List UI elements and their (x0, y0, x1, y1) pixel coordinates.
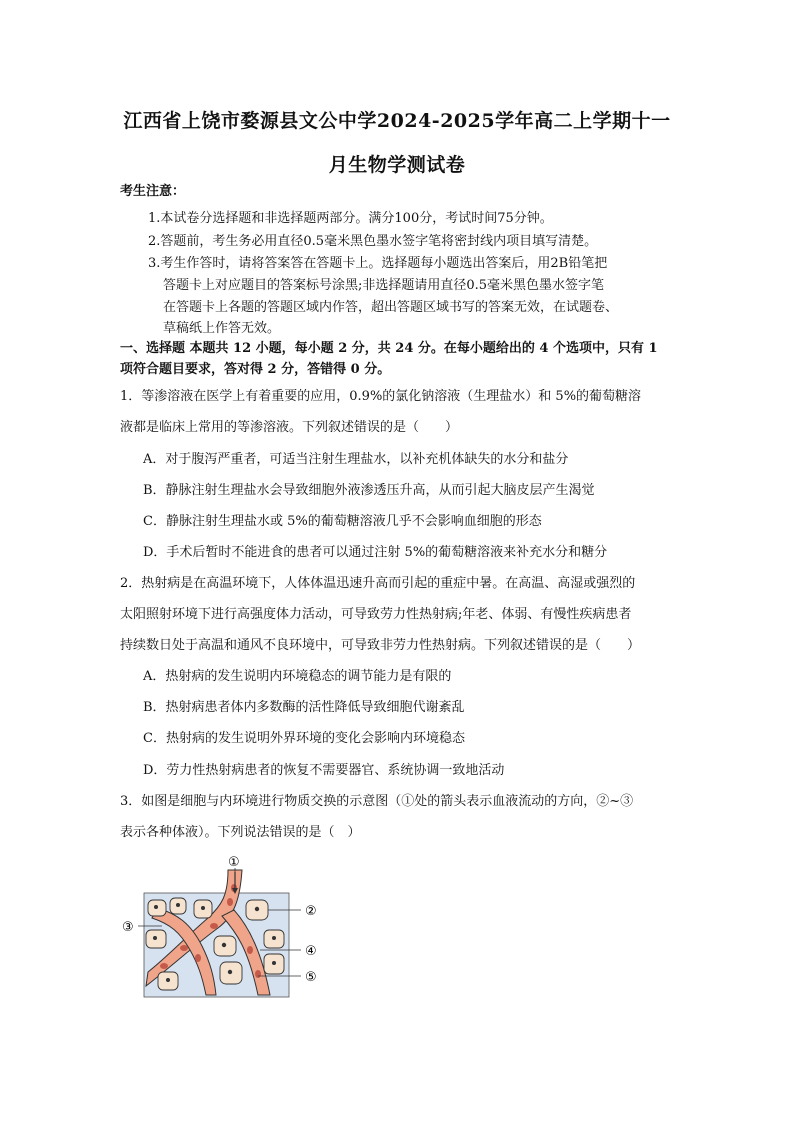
q2-option-d: D．劳力性热射病患者的恢复不需要器官、系统协调一致地活动 (143, 763, 505, 778)
exam-title-line-1: 江西省上饶市婺源县文公中学2024-2025学年高二上学期十一 (123, 110, 671, 132)
q1-option-c: C．静脉注射生理盐水或 5%的葡萄糖溶液几乎不会影响血细胞的形态 (143, 514, 542, 529)
q2-stem-2: 太阳照射环境下进行高强度体力活动，可导致劳力性热射病;年老、体弱、有慢性疾病患者 (120, 607, 632, 622)
notice-item-3-cont-3: 草稿纸上作答无效。 (163, 321, 281, 336)
cell-exchange-diagram (118, 850, 338, 1000)
notice-item-3-cont-1: 答题卡上对应题目的答案标号涂黑;非选择题请用直径0.5毫米黑色墨水签字笔 (163, 278, 605, 293)
q2-option-b: B．热射病患者体内多数酶的活性降低导致细胞代谢紊乱 (143, 700, 465, 715)
figure-label-3: ③ (122, 920, 134, 935)
q2-stem-3: 持续数日处于高温和通风不良环境中，可导致非劳力性热射病。下列叙述错误的是（ ） (120, 638, 641, 653)
q2-stem-1: 2．热射病是在高温环境下，人体体温迅速升高而引起的重症中暑。在高温、高湿或强烈的 (120, 576, 636, 591)
notice-item-3-cont-2: 在答题卡上各题的答题区域内作答，超出答题区域书写的答案无效，在试题卷、 (163, 300, 619, 315)
q3-stem-2: 表示各种体液）。下列说法错误的是（ ） (120, 825, 361, 840)
blood-cell (160, 963, 168, 969)
figure-label-5: ⑤ (305, 970, 317, 985)
exam-title-line-2: 月生物学测试卷 (328, 154, 466, 176)
blood-cell (180, 945, 188, 951)
figure-label-2: ② (305, 904, 317, 919)
section-heading-line-1: 一、选择题 本题共 12 小题，每小题 2 分，共 24 分。在每小题给出的 4 个选项中，只有 1 (120, 341, 658, 356)
blood-cell (195, 954, 201, 962)
blood-cell (255, 970, 261, 978)
blood-cell (210, 923, 218, 929)
notice-item-2: 2.答题前，考生务必用直径0.5毫米黑色墨水签字笔将密封线内项目填写清楚。 (148, 234, 598, 249)
q3-stem-1: 3．如图是细胞与内环境进行物质交换的示意图（①处的箭头表示血液流动的方向，②~③ (120, 794, 634, 809)
notice-heading: 考生注意： (120, 184, 186, 199)
figure-label-1: ① (228, 855, 240, 870)
notice-item-1: 1.本试卷分选择题和非选择题两部分。满分100分，考试时间75分钟。 (148, 211, 553, 226)
figure-label-4: ④ (305, 944, 317, 959)
blood-cell (227, 898, 233, 906)
q1-option-d: D．手术后暂时不能进食的患者可以通过注射 5%的葡萄糖溶液来补充水分和糖分 (143, 545, 608, 560)
q2-option-a: A．热射病的发生说明内环境稳态的调节能力是有限的 (143, 669, 452, 684)
section-heading-line-2: 项符合题目要求，答对得 2 分，答错得 0 分。 (120, 362, 391, 377)
notice-item-3: 3.考生作答时，请将答案答在答题卡上。选择题每小题选出答案后，用2B铅笔把 (148, 256, 608, 271)
blood-cell (247, 946, 253, 954)
q1-option-a: A．对于腹泻严重者，可适当注射生理盐水，以补充机体缺失的水分和盐分 (143, 452, 569, 467)
q1-option-b: B．静脉注射生理盐水会导致细胞外液渗透压升高，从而引起大脑皮层产生渴觉 (143, 483, 595, 498)
q1-stem-1: 1．等渗溶液在医学上有着重要的应用，0.9%的氯化钠溶液（生理盐水）和 5%的葡萄糖溶 (120, 389, 642, 404)
q1-stem-2: 液都是临床上常用的等渗溶液。下列叙述错误的是（ ） (120, 420, 459, 435)
q2-option-c: C．热射病的发生说明外界环境的变化会影响内环境稳态 (143, 731, 465, 746)
